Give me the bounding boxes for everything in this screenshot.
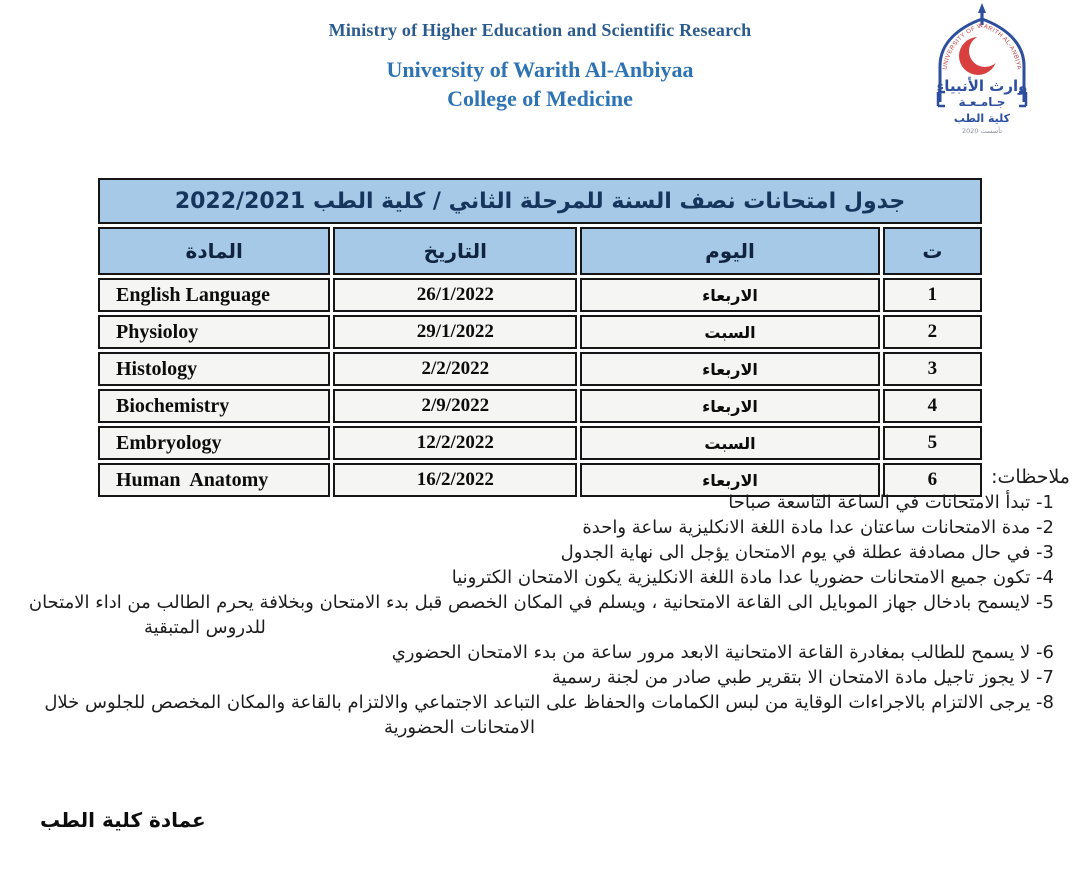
- notes-list: [28, 490, 1054, 740]
- row-subject: Embryology: [98, 426, 330, 460]
- row-day: الاربعاء: [580, 352, 880, 386]
- row-subject: English Language: [98, 278, 330, 312]
- table-row: [98, 315, 982, 349]
- university-logo-icon: [924, 2, 1040, 148]
- note-item: [34, 665, 1054, 690]
- row-subject: Biochemistry: [98, 389, 330, 423]
- logo-college-text: كلية الطب: [953, 112, 1011, 125]
- row-day: السبت: [580, 426, 880, 460]
- table-header-row: [98, 227, 982, 275]
- note-text: 4- تكون جميع الامتحانات حضوريا عدا مادة اللغة الانكليزية يكون الامتحان الكترونيا: [451, 567, 1054, 588]
- table-row: [98, 278, 982, 312]
- column-header-date: التاريخ: [333, 227, 577, 275]
- ministry-title: Ministry of Higher Education and Scientific Research: [328, 20, 752, 40]
- table-title: جدول امتحانات نصف السنة للمرحلة الثاني / كلية الطب 2022/2021: [98, 178, 982, 224]
- deanship-signature: عمادة كلية الطب: [40, 808, 206, 832]
- note-continuation: للدروس المتبقية: [144, 617, 266, 638]
- row-number: 3: [883, 352, 982, 386]
- column-header-day: اليوم: [580, 227, 880, 275]
- row-number: 6: [883, 463, 982, 497]
- notes-heading: ملاحظات:: [991, 466, 1070, 488]
- table-row: [98, 389, 982, 423]
- note-text: 5- لايسمح بادخال جهاز الموبايل الى القاعة الامتحانية ، ويسلم في المكان الخصص قبل بدء الامتحان وبخلافة يحرم الطالب من اداء الامتحان: [28, 592, 1054, 613]
- table-row: [98, 352, 982, 386]
- row-date: 26/1/2022: [333, 278, 577, 312]
- note-item: [28, 590, 1054, 640]
- note-item: [34, 490, 1054, 515]
- logo-established-text: تأسست 2020: [961, 127, 1003, 135]
- row-day: السبت: [580, 315, 880, 349]
- row-date: 29/1/2022: [333, 315, 577, 349]
- row-day: الاربعاء: [580, 278, 880, 312]
- row-subject: Histology: [98, 352, 330, 386]
- row-date: 16/2/2022: [333, 463, 577, 497]
- logo-minaret-icon: [978, 3, 986, 25]
- row-number: 5: [883, 426, 982, 460]
- row-number: 2: [883, 315, 982, 349]
- row-number: 1: [883, 278, 982, 312]
- note-item: [34, 640, 1054, 665]
- row-date: 12/2/2022: [333, 426, 577, 460]
- row-day: الاربعاء: [580, 463, 880, 497]
- college-title: College of Medicine: [447, 86, 633, 111]
- note-text: 8- يرجى الالتزام بالاجراءات الوقاية من لبس الكمامات والحفاظ على التباعد الاجتماعي والالتزام بالقاعة والمكان المخصص للجلوس خلال: [44, 692, 1054, 713]
- note-item: [34, 540, 1054, 565]
- note-continuation: الامتحانات الحضورية: [384, 717, 535, 738]
- note-text: 6- لا يسمح للطالب بمغادرة القاعة الامتحانية الابعد مرور ساعة من بدء الامتحان الحضوري: [391, 642, 1054, 663]
- row-subject: Human Anatomy: [98, 463, 330, 497]
- row-date: 2/9/2022: [333, 389, 577, 423]
- note-text: 3- في حال مصادفة عطلة في يوم الامتحان يؤجل الى نهاية الجدول: [560, 542, 1054, 563]
- row-number: 4: [883, 389, 982, 423]
- logo-arc-text: UNIVERSITY OF WARITH AL-ANBIYA: [942, 22, 1022, 71]
- note-text: 2- مدة الامتحانات ساعتان عدا مادة اللغة الانكليزية ساعة واحدة: [582, 517, 1054, 538]
- note-text: 1- تبدأ الامتحانات في الساعة التاسعة صباحا: [728, 492, 1054, 513]
- logo-name-line2: جـامـعـة: [958, 95, 1006, 109]
- column-header-subject: المادة: [98, 227, 330, 275]
- document-header: [0, 20, 1080, 112]
- row-day: الاربعاء: [580, 389, 880, 423]
- row-date: 2/2/2022: [333, 352, 577, 386]
- exam-schedule-table: [95, 175, 985, 500]
- table-title-row: [98, 178, 982, 224]
- table-row: [98, 426, 982, 460]
- note-item: [34, 690, 1054, 740]
- university-title: University of Warith Al-Anbiyaa: [386, 57, 694, 82]
- note-item: [34, 565, 1054, 590]
- note-item: [34, 515, 1054, 540]
- logo-name-line1: وارث الأنبياء: [936, 77, 1028, 95]
- notes-section: [28, 464, 1070, 740]
- row-subject: Physioloy: [98, 315, 330, 349]
- note-text: 7- لا يجوز تاجيل مادة الامتحان الا بتقرير طبي صادر من لجنة رسمية: [551, 667, 1054, 688]
- column-header-number: ت: [883, 227, 982, 275]
